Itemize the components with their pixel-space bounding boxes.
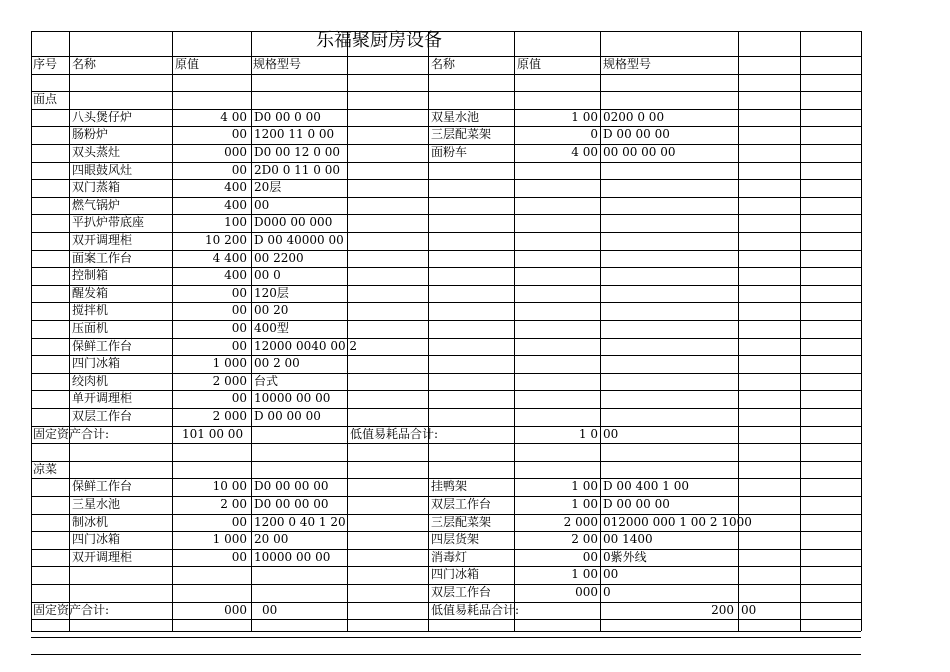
item-value: 10 200 <box>205 233 247 247</box>
grid-hline <box>31 373 861 374</box>
item-spec: D 00 400 1 00 <box>603 479 689 493</box>
item-value: 2 00 <box>571 532 598 546</box>
item-spec: D0 00 0 00 <box>254 110 321 124</box>
item-value: 00 <box>231 303 247 317</box>
grid-hline <box>31 654 861 655</box>
item-spec: D 00 40000 00 <box>254 233 344 247</box>
grid-hline <box>31 408 861 409</box>
item-spec: 10000 00 00 <box>254 550 331 564</box>
item-name: 三星水池 <box>72 497 121 511</box>
item-name: 单开调理柜 <box>72 391 133 405</box>
item-spec: 12000 0040 00 2 <box>254 339 358 353</box>
item-name: 面粉车 <box>431 145 468 159</box>
low-value-total-value: 200 <box>711 603 734 617</box>
item-value: 1 00 <box>571 567 598 581</box>
grid-hline <box>31 302 861 303</box>
header-name-right: 名称 <box>431 57 456 71</box>
item-spec: D000 00 000 <box>254 215 333 229</box>
item-value: 00 <box>231 550 247 564</box>
grid-hline <box>31 637 861 638</box>
item-name: 双门蒸箱 <box>72 180 121 194</box>
grid-hline <box>31 338 861 339</box>
low-value-total-value-2: 00 <box>603 427 619 441</box>
item-name: 保鲜工作台 <box>72 479 133 493</box>
item-value: 100 <box>224 215 247 229</box>
item-name: 面案工作台 <box>72 251 133 265</box>
item-value: 000 <box>224 145 247 159</box>
item-value: 000 <box>575 585 598 599</box>
header-price-left: 原值 <box>175 57 200 71</box>
item-value: 400 <box>224 180 247 194</box>
item-name: 平扒炉带底座 <box>72 215 145 229</box>
item-name: 绞肉机 <box>72 374 109 388</box>
item-value: 2 000 <box>563 515 598 529</box>
item-spec: 1200 11 0 00 <box>254 127 335 141</box>
item-name: 三层配菜架 <box>431 515 492 529</box>
item-value: 400 <box>224 268 247 282</box>
grid-vline <box>514 31 515 631</box>
grid-hline <box>31 214 861 215</box>
item-name: 三层配菜架 <box>431 127 492 141</box>
item-name: 保鲜工作台 <box>72 339 133 353</box>
item-value: 400 <box>224 198 247 212</box>
grid-hline <box>31 355 861 356</box>
grid-hline <box>31 267 861 268</box>
item-name: 搅拌机 <box>72 303 109 317</box>
grid-hline <box>31 74 861 75</box>
item-spec: 0紫外线 <box>603 550 647 564</box>
item-spec: 0200 0 00 <box>603 110 665 124</box>
item-spec: 00 1400 <box>603 532 653 546</box>
item-spec: D0 00 12 0 00 <box>254 145 340 159</box>
item-name: 双层工作台 <box>431 497 492 511</box>
grid-hline <box>31 443 861 444</box>
item-name: 肠粉炉 <box>72 127 109 141</box>
item-name: 双星水池 <box>431 110 480 124</box>
item-value: 1 00 <box>571 110 598 124</box>
item-spec: 400型 <box>254 321 289 335</box>
fixed-asset-total-value: 101 00 00 <box>182 427 244 441</box>
item-spec: D 00 00 00 <box>603 497 670 511</box>
item-value: 2 00 <box>220 497 247 511</box>
item-name: 四层货架 <box>431 532 480 546</box>
header-price-right: 原值 <box>517 57 542 71</box>
item-value: 1 00 <box>571 479 598 493</box>
item-name: 四门冰箱 <box>431 567 480 581</box>
section-label-cold: 凉菜 <box>33 462 58 476</box>
grid-hline <box>31 197 861 198</box>
item-value: 4 400 <box>212 251 247 265</box>
grid-hline <box>31 320 861 321</box>
item-value: 00 <box>231 515 247 529</box>
item-spec: 2D0 0 11 0 00 <box>254 163 340 177</box>
grid-hline <box>31 426 861 427</box>
item-name: 四门冰箱 <box>72 532 121 546</box>
low-value-total-value: 1 0 <box>578 427 598 441</box>
grid-hline <box>31 285 861 286</box>
item-spec: 00 0 <box>254 268 281 282</box>
item-name: 四门冰箱 <box>72 356 121 370</box>
low-value-total-value-2: 00 <box>741 603 757 617</box>
item-value: 00 <box>231 321 247 335</box>
item-value: 1 000 <box>212 356 247 370</box>
header-spec-left: 规格型号 <box>253 57 302 71</box>
item-spec: 00 2 00 <box>254 356 300 370</box>
grid-hline <box>31 250 861 251</box>
fixed-asset-total-value-2: 00 <box>262 603 278 617</box>
item-name: 八头煲仔炉 <box>72 110 133 124</box>
grid-hline <box>31 179 861 180</box>
item-spec: 0 <box>603 585 611 599</box>
grid-hline <box>31 461 861 462</box>
item-name: 双头蒸灶 <box>72 145 121 159</box>
item-name: 双层工作台 <box>431 585 492 599</box>
item-name: 挂鸭架 <box>431 479 468 493</box>
header-seq: 序号 <box>33 57 58 71</box>
grid-vline <box>800 31 801 631</box>
page-title: 乐福聚厨房设备 <box>316 30 442 51</box>
item-name: 控制箱 <box>72 268 109 282</box>
grid-hline <box>31 31 861 32</box>
item-value: 00 <box>231 127 247 141</box>
item-name: 燃气锅炉 <box>72 198 121 212</box>
section-label-noodle: 面点 <box>33 92 58 106</box>
item-spec: 20 00 <box>254 532 289 546</box>
item-name: 制冰机 <box>72 515 109 529</box>
item-value: 1 000 <box>212 532 247 546</box>
grid-hline <box>31 232 861 233</box>
item-value: 4 00 <box>220 110 247 124</box>
item-spec: 012000 000 1 00 2 1000 <box>603 515 752 529</box>
grid-vline <box>861 31 862 631</box>
item-name: 四眼鼓风灶 <box>72 163 133 177</box>
item-value: 2 000 <box>212 409 247 423</box>
item-value: 00 <box>231 391 247 405</box>
item-spec: 10000 00 00 <box>254 391 331 405</box>
item-spec: 00 <box>603 567 619 581</box>
header-spec-right: 规格型号 <box>603 57 652 71</box>
fixed-asset-total-label: 固定资产合计: <box>33 603 110 617</box>
grid-hline <box>31 619 861 620</box>
item-value: 00 <box>231 339 247 353</box>
item-value: 00 <box>231 163 247 177</box>
item-spec: D0 00 00 00 <box>254 479 329 493</box>
item-name: 双开调理柜 <box>72 233 133 247</box>
item-value: 2 000 <box>212 374 247 388</box>
item-value: 10 00 <box>212 479 247 493</box>
grid-vline <box>738 31 739 631</box>
grid-vline <box>172 31 173 631</box>
grid-vline <box>347 31 348 631</box>
item-spec: 20层 <box>254 180 282 194</box>
item-spec: 00 00 00 00 <box>603 145 676 159</box>
low-value-total-label: 低值易耗品合计: <box>431 603 520 617</box>
item-name: 消毒灯 <box>431 550 468 564</box>
grid-hline <box>31 91 861 92</box>
header-name-left: 名称 <box>72 57 97 71</box>
low-value-total-label: 低值易耗品合计: <box>350 427 439 441</box>
grid-vline <box>600 31 601 631</box>
item-spec: 120层 <box>254 286 289 300</box>
item-name: 双层工作台 <box>72 409 133 423</box>
item-spec: 00 20 <box>254 303 289 317</box>
grid-vline <box>251 31 252 631</box>
grid-vline <box>428 31 429 631</box>
grid-hline <box>31 162 861 163</box>
item-name: 双开调理柜 <box>72 550 133 564</box>
grid-vline <box>31 31 32 631</box>
item-spec: 00 2200 <box>254 251 304 265</box>
fixed-asset-total-value: 000 <box>224 603 247 617</box>
item-value: 0 <box>590 127 598 141</box>
item-name: 压面机 <box>72 321 109 335</box>
item-spec: 台式 <box>254 374 279 388</box>
grid-vline <box>69 31 70 631</box>
item-spec: 00 <box>254 198 270 212</box>
item-spec: 1200 0 40 1 20 <box>254 515 346 529</box>
item-spec: D 00 00 00 <box>254 409 321 423</box>
item-value: 00 <box>582 550 598 564</box>
item-spec: D0 00 00 00 <box>254 497 329 511</box>
item-value: 00 <box>231 286 247 300</box>
grid-hline <box>31 631 861 632</box>
item-value: 1 00 <box>571 497 598 511</box>
item-spec: D 00 00 00 <box>603 127 670 141</box>
grid-hline <box>31 390 861 391</box>
item-value: 4 00 <box>571 145 598 159</box>
item-name: 醒发箱 <box>72 286 109 300</box>
fixed-asset-total-label: 固定资产合计: <box>33 427 110 441</box>
